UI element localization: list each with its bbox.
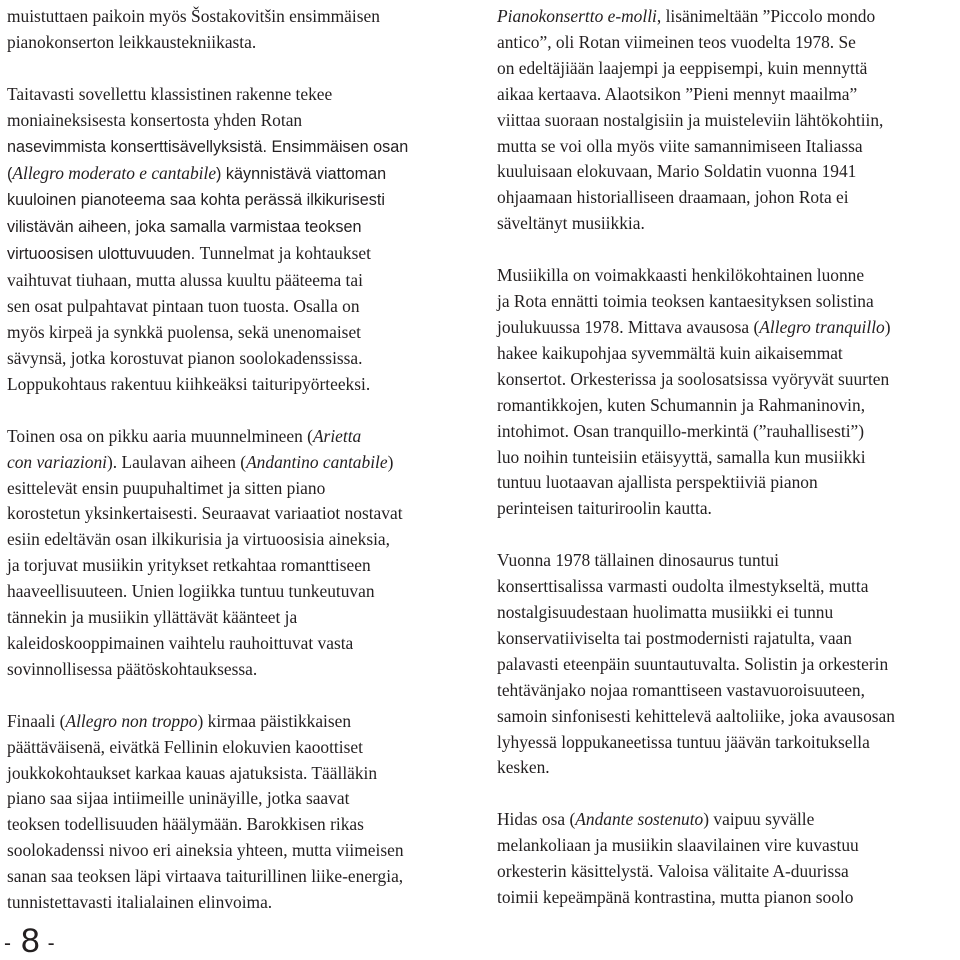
text-run: viittaa suoraan nostalgisiin ja muisteleviin lähtökohtiin, <box>497 109 884 130</box>
text-run: moniaineksisesta konsertosta yhden Rotan <box>7 109 303 130</box>
text-run: on edeltäjiään laajempi ja eeppisempi, kuin mennyttä <box>497 57 868 78</box>
text-line <box>7 187 455 214</box>
text-line <box>7 450 455 476</box>
text-run: palavasti eteenpäin suuntautuvalta. Solistin ja orkesterin <box>497 653 889 674</box>
text-line <box>7 134 455 161</box>
paragraph <box>7 4 455 56</box>
text-run: konserttisalissa varmasti oudolta ilmestykseltä, mutta <box>497 576 869 597</box>
text-line <box>497 263 957 289</box>
page-number <box>4 924 64 958</box>
text-run: romantikkojen, kuten Schumannin ja Rahmaninovin, <box>497 394 866 415</box>
left-text-column <box>7 4 455 942</box>
text-line <box>7 631 455 657</box>
italic-title: Allegro tranquillo <box>759 316 885 337</box>
text-run: sovinnollisessa päätöskohtauksessa. <box>7 658 258 679</box>
text-run: vaihtuvat tiuhaan, mutta alussa kuultu pääteema tai <box>7 270 363 291</box>
text-run: myös kirpeä ja synkkä puolensa, sekä unenomaiset <box>7 321 362 342</box>
text-line <box>7 4 455 30</box>
text-run: Ensimmäisen osan <box>271 137 409 156</box>
text-run: ( <box>7 164 13 183</box>
text-line <box>497 600 957 626</box>
text-run: ). Laulavan aiheen ( <box>107 451 247 472</box>
text-run: virtuoosisen ulottuvuuden. <box>7 245 200 264</box>
text-line <box>497 315 957 341</box>
text-line <box>7 346 455 372</box>
text-run: tännekin ja musiikin yllättävät käänteet ja <box>7 607 298 628</box>
text-line <box>497 574 957 600</box>
text-run: vilistävän aiheen, joka samalla varmistaa teoksen <box>7 218 362 237</box>
text-run: teoksen todellisuuden häälymään. Barokkisen rikas <box>7 814 364 835</box>
text-line <box>7 890 455 916</box>
text-line <box>497 108 957 134</box>
text-run: ja torjuvat musiikin yritykset retkahtaa romanttiseen <box>7 555 371 576</box>
italic-title: Andante sostenuto <box>575 809 704 830</box>
text-run: ) <box>884 316 891 337</box>
text-line <box>497 159 957 185</box>
text-line <box>7 838 455 864</box>
text-run: Taitavasti sovellettu klassistinen rakenne tekee <box>7 83 333 104</box>
text-run: antico”, oli Rotan viimeinen teos vuodelta 1978. Se <box>497 31 856 52</box>
text-run: muistuttaen paikoin myös Šostakovitšin ensimmäisen <box>7 6 380 26</box>
paragraph <box>7 82 455 398</box>
text-line <box>7 812 455 838</box>
text-run: toimii kepeämpänä kontrastina, mutta pianon soolo <box>497 887 854 908</box>
page-number-dash-left: - <box>4 932 13 955</box>
text-run: orkesterin käsittelystä. Valoisa välitaite A-duurissa <box>497 861 849 882</box>
text-run: tunnistettavasti italialainen elinvoima. <box>7 892 273 913</box>
text-run: ohjaamaan historialliseen draamaan, johon Rota ei <box>497 187 849 208</box>
text-run: tehtävänjako nojaa romanttiseen vastavuoroisuuteen, <box>497 679 865 700</box>
text-run: sävynsä, jotka korostuvat pianon soolokadenssissa. <box>7 347 363 368</box>
text-line <box>7 424 455 450</box>
text-line <box>497 393 957 419</box>
italic-title: Pianokonsertto e-molli <box>497 6 657 26</box>
text-line <box>497 211 957 237</box>
text-line <box>497 678 957 704</box>
text-line <box>497 367 957 393</box>
text-line <box>7 786 455 812</box>
text-line <box>7 108 455 134</box>
text-run: nostalgisuudestaan huolimatta musiikki ei tunnu <box>497 602 834 623</box>
text-run: samoin sinfonisesti kehittelevä aaltoliike, joka avausosan <box>497 705 895 726</box>
text-run: , lisänimeltään ”Piccolo mondo <box>656 6 876 26</box>
text-line <box>7 294 455 320</box>
text-run: aikaa kertaava. Alaotsikon ”Pieni mennyt maailma” <box>497 83 858 104</box>
text-run: luo noihin tunteisiin etäisyyttä, samalla kun musiikki <box>497 446 866 467</box>
text-line <box>7 501 455 527</box>
text-run: Finaali ( <box>7 710 66 731</box>
paragraph <box>497 548 957 781</box>
text-run: esiin edeltävän osan ilkikurisia ja virtuoosisia aineksia, <box>7 529 390 550</box>
text-run: pianokonserton leikkaustekniikasta. <box>7 31 257 52</box>
text-line <box>7 30 455 56</box>
text-line <box>7 320 455 346</box>
text-line <box>7 161 455 188</box>
text-line <box>497 470 957 496</box>
paragraph <box>497 263 957 522</box>
text-run: esittelevät ensin puupuhaltimet ja sitten piano <box>7 477 326 498</box>
text-run: tuntuu luotaavan ajallista perspektiiviä pianon <box>497 472 818 493</box>
text-run: joulukuussa 1978. Mittava avausosa ( <box>497 316 760 337</box>
text-run: ) <box>387 451 394 472</box>
text-line <box>497 730 957 756</box>
text-line <box>497 755 957 781</box>
text-line <box>7 241 455 268</box>
text-run: Hidas osa ( <box>497 809 576 830</box>
text-run: hakee kaikupohjaa syvemmältä kuin aikaisemmat <box>497 342 843 363</box>
page-number-value: 8 <box>20 922 40 960</box>
text-run: ) vaipuu syvälle <box>703 809 815 830</box>
italic-title: Andantino cantabile <box>246 451 388 472</box>
text-run: mutta se voi olla myös viite samannimiseen Italiassa <box>497 135 863 156</box>
text-line <box>497 445 957 471</box>
text-run: kuuluisaan elokuvaan, Mario Soldatin vuonna 1941 <box>497 161 857 182</box>
text-line <box>497 859 957 885</box>
text-line <box>497 134 957 160</box>
text-line <box>497 833 957 859</box>
text-line <box>497 652 957 678</box>
text-line <box>7 605 455 631</box>
text-line <box>497 419 957 445</box>
text-run: sanan saa teoksen läpi virtaava taiturillinen liike-energia, <box>7 866 404 887</box>
text-run: melankoliaan ja musiikin slaavilainen vire kuvastuu <box>497 835 859 856</box>
text-line <box>497 807 957 833</box>
text-run: Toinen osa on pikku aaria muunnelmineen ( <box>7 425 313 446</box>
text-run: Loppukohtaus rakentuu kiihkeäksi taituripyörteeksi. <box>7 373 371 394</box>
italic-title: Allegro moderato e cantabile <box>12 162 217 183</box>
text-line <box>7 268 455 294</box>
text-line <box>497 56 957 82</box>
text-line <box>497 885 957 911</box>
text-line <box>497 548 957 574</box>
text-run: Vuonna 1978 tällainen dinosaurus tuntui <box>497 550 779 571</box>
text-run: Tunnelmat ja kohtaukset <box>199 243 371 264</box>
text-line <box>7 82 455 108</box>
text-line <box>7 709 455 735</box>
text-line <box>497 30 957 56</box>
text-line <box>497 626 957 652</box>
text-run: piano saa sijaa intiimeille uninäyille, jotka saavat <box>7 788 350 809</box>
paragraph <box>497 4 957 237</box>
text-run: haaveellisuuteen. Unien logiikka tuntuu tunkeutuvan <box>7 581 375 602</box>
text-line <box>7 657 455 683</box>
text-line <box>497 185 957 211</box>
text-run: kesken. <box>497 757 550 778</box>
paragraph <box>497 807 957 911</box>
text-line <box>7 476 455 502</box>
text-run: ) käynnistävä viattoman <box>216 164 387 183</box>
text-run: soolokadenssi nivoo eri aineksia yhteen, mutta viimeisen <box>7 840 404 861</box>
text-line <box>497 82 957 108</box>
text-run: konservatiiviselta tai postmodernisti rajatulta, vaan <box>497 627 852 648</box>
text-run: päättäväisenä, eivätkä Fellinin elokuvien kaoottiset <box>7 736 363 757</box>
text-line <box>497 289 957 315</box>
text-run: kaleidoskooppimainen vaihtelu rauhoittuvat vasta <box>7 632 354 653</box>
text-line <box>7 735 455 761</box>
right-text-column <box>497 4 957 937</box>
text-line <box>497 341 957 367</box>
text-line <box>7 553 455 579</box>
text-run: sen osat pulpahtavat pintaan tuon tuosta. Osalla on <box>7 296 360 317</box>
text-run: Musiikilla on voimakkaasti henkilökohtainen luonne <box>497 265 865 286</box>
text-line <box>497 4 957 30</box>
italic-title: con variazioni <box>7 451 107 472</box>
text-line <box>7 579 455 605</box>
text-line <box>497 496 957 522</box>
text-run: kuuloinen pianoteema saa kohta perässä ilkikurisesti <box>7 191 385 210</box>
text-run: perinteisen taituriroolin kautta. <box>497 498 712 519</box>
text-run: säveltänyt musiikkia. <box>497 213 645 234</box>
text-run: joukkokohtaukset karkaa kauas ajatuksista. Täälläkin <box>7 762 378 783</box>
text-run: nasevimmista konserttisävellyksistä. <box>7 137 272 156</box>
text-line <box>7 864 455 890</box>
text-run: lyhyessä loppukaneetissa tuntuu jäävän tarkoituksella <box>497 731 870 752</box>
text-line <box>7 214 455 241</box>
text-run: intohimot. Osan tranquillo-merkintä (”rauhallisesti”) <box>497 420 865 441</box>
text-line <box>7 372 455 398</box>
text-run: ) kirmaa päistikkaisen <box>197 710 352 731</box>
italic-title: Allegro non troppo <box>65 710 198 731</box>
text-run: konsertot. Orkesterissa ja soolosatsissa vyöryvät suurten <box>497 368 890 389</box>
italic-title: Arietta <box>312 425 362 446</box>
text-line <box>7 761 455 787</box>
paragraph <box>7 709 455 916</box>
paragraph <box>7 424 455 683</box>
page-number-dash-right: - <box>47 932 57 955</box>
text-line <box>7 527 455 553</box>
text-run: ja Rota ennätti toimia teoksen kantaesityksen solistina <box>497 291 874 312</box>
text-run: korostetun yksinkertaisesti. Seuraavat variaatiot nostavat <box>7 503 403 524</box>
text-line <box>497 704 957 730</box>
